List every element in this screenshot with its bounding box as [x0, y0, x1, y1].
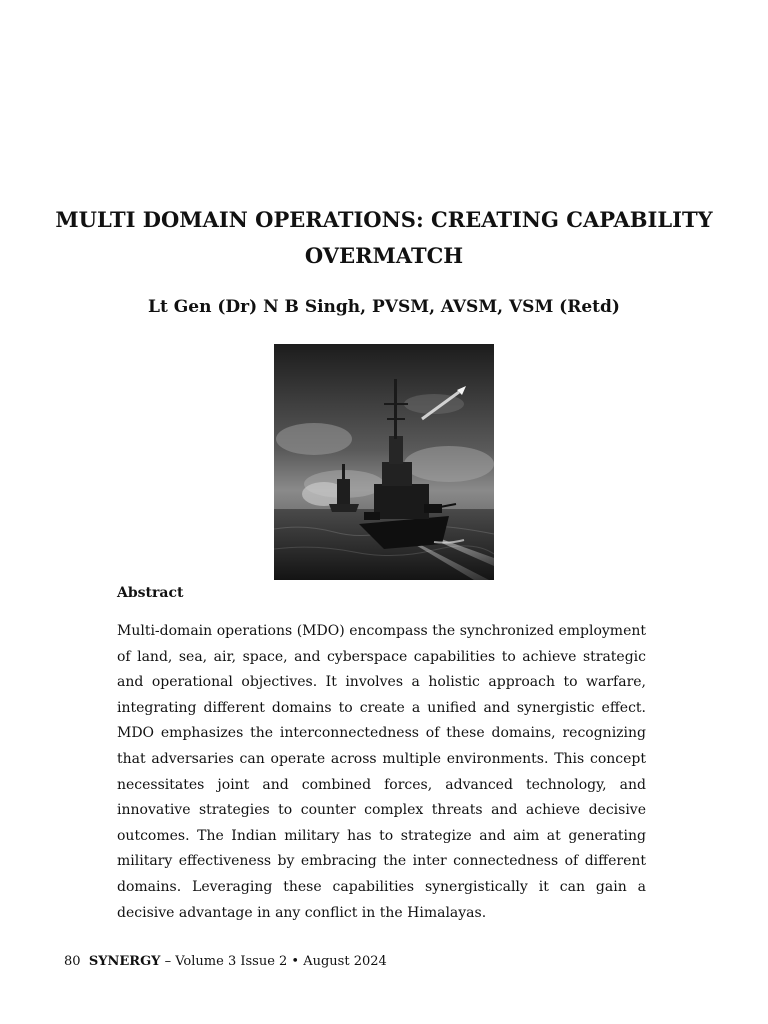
- abstract-heading: Abstract: [117, 585, 184, 601]
- warship-illustration-icon: [274, 344, 494, 580]
- author-byline: Lt Gen (Dr) N B Singh, PVSM, AVSM, VSM (Retd): [148, 297, 620, 317]
- article-title: [40, 202, 728, 274]
- page-footer: [64, 952, 387, 972]
- title-line-1: MULTI DOMAIN OPERATIONS: CREATING CAPABILITY: [55, 207, 713, 232]
- page-number: 80: [64, 954, 81, 969]
- issue-info: – Volume 3 Issue 2 • August 2024: [160, 954, 387, 969]
- title-line-2: OVERMATCH: [304, 243, 464, 268]
- journal-name: SYNERGY: [88, 954, 161, 969]
- abstract-text: Multi-domain operations (MDO) encompass the synchronized employment of land, sea, air, space, and cyberspace capabilities to achieve strategic and operational objectives. It involves a holistic approach to warfare, integrating different domains to create a unified and synergistic effect. MDO emphasizes the interconnectedness of these domains, recognizing that adversaries can operate across multiple environments. This concept necessitates joint and combined forces, advanced technology, and innovative strategies to counter complex threats and achieve decisive outcomes. The Indian military has to strategize and aim at generating military effectiveness by embracing the inter connectedness of different domains. Leveraging these capabilities synergistically it can gain a decisive advantage in any conflict in the Himalayas.: [117, 623, 646, 921]
